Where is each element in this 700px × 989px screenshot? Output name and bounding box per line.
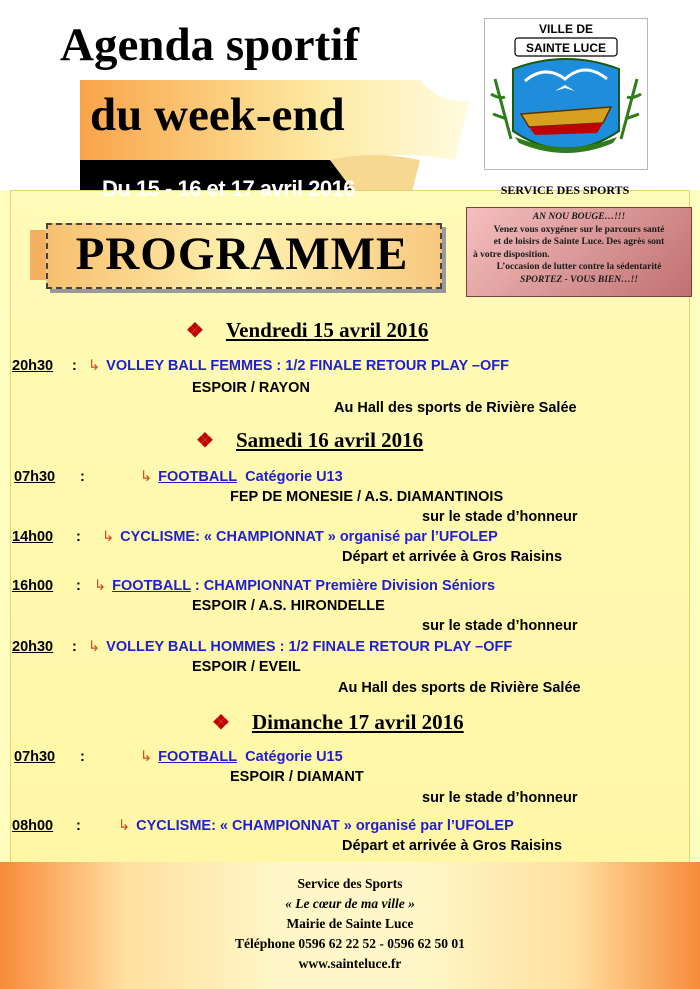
hooked-arrow-icon: ↳	[140, 749, 153, 765]
event-match: ESPOIR / DIAMANT	[230, 769, 364, 785]
event-sport: ↳ VOLLEY BALL HOMMES : 1/2 FINALE RETOUR PLAY –OFF	[88, 639, 513, 655]
title-line1: Agenda sportif	[60, 19, 359, 71]
message-line: Venez vous oxygéner sur le parcours santé	[493, 224, 665, 235]
message-line: SPORTEZ - VOUS BIEN…!!	[520, 274, 638, 285]
hooked-arrow-icon: ↳	[140, 469, 153, 485]
event-time: 14h00	[12, 529, 54, 545]
event-venue: sur le stade d’honneur	[422, 509, 578, 525]
sport-link[interactable]: FOOTBALL	[158, 749, 238, 765]
logo-line2: SAINTE LUCE	[525, 41, 607, 55]
hooked-arrow-icon: ↳	[88, 639, 101, 655]
message-line: et de loisirs de Sainte Luce. Des agrès sont	[493, 237, 665, 247]
message-box	[466, 207, 692, 297]
diamond-icon: ❖	[212, 712, 230, 734]
footer-phone: Téléphone 0596 62 22 52 - 0596 62 50 01	[235, 936, 465, 951]
event-venue: sur le stade d’honneur	[422, 618, 578, 634]
event-sport: ↳ CYCLISME: « CHAMPIONNAT » organisé par l’UFOLEP	[118, 818, 514, 834]
diamond-icon: ❖	[186, 320, 204, 342]
hooked-arrow-icon: ↳	[94, 578, 107, 594]
event-venue: Au Hall des sports de Rivière Salée	[338, 680, 581, 696]
event-sport: ↳ CYCLISME: « CHAMPIONNAT » organisé par l’UFOLEP	[102, 529, 498, 545]
day-heading-saturday: ❖ Samedi 16 avril 2016	[196, 428, 424, 452]
event-sport: ↳ FOOTBALL Catégorie U13	[140, 469, 343, 485]
event-match: FEP DE MONESIE / A.S. DIAMANTINOIS	[230, 489, 504, 505]
sport-link[interactable]: FOOTBALL	[158, 469, 238, 485]
event-match: ESPOIR / EVEIL	[192, 659, 301, 675]
city-logo-graphic	[485, 19, 647, 169]
message-line: à votre disposition.	[473, 249, 550, 260]
footer-contact	[0, 874, 700, 974]
event-time: 20h30	[12, 639, 54, 655]
poster: Agenda sportif du week-end Du 15 - 16 et 17 avril 2016 VILLE DE SAINTE LUCE SERVICE DES SPORTS PROGRAMME AN NOU BOUGE…!!! Venez vous oxygéner sur le parcours santé et de loisirs de Sainte Luce. Des agrès sont à votre disposition. L’occasion de lutter contre la sédentarité SPORTEZ - VOUS BIEN…!! ❖ Vendredi 15 avril 2016 20h30 : ↳ VOLLEY BALL FEMMES : 1/2 FINALE RETOUR PLAY –OFF ESPOIR / RAYON Au Hall des sports de Rivière Salée ❖ Samedi 16 avril 2016 07h30 : ↳ FOOTBALL Catégorie U13 FEP DE MONESIE / A.S. DIAMANTINOIS sur le stade d’honneur 14h00 : ↳ CYCLISME: « CHAMPIONNAT » organisé par l’UFOLEP Départ et arrivée à Gros Raisins 16h00 : ↳ FOOTBALL : CHAMPIONNAT Première Division Séniors ESPOIR / A.S. HIRONDELLE sur le stade d’honneur 20h30 : ↳ VOLLEY BALL HOMMES : 1/2 FINALE RETOUR PLAY –OFF ESPOIR / EVEIL Au Hall des sports de Rivière Salée ❖ Dimanche 17 avril 2016 07h30 : ↳ FOOTBALL Catégorie U15 ESPOIR / DIAMANT sur le stade d’honneur 08h00 : ↳ CYCLISME: « CHAMPIONNAT » organisé par l’UFOLEP Départ et arrivée à Gros Raisins Service des Sports « Le cœur de ma ville » Mairie de Sainte Luce Téléphone 0596 62 22 52 - 0596 62 50 01 www.sainteluce.fr	[0, 0, 700, 989]
title-line2: du week-end	[90, 89, 345, 141]
event-sport: ↳ FOOTBALL Catégorie U15	[140, 749, 343, 765]
sport-link[interactable]: FOOTBALL	[112, 578, 191, 594]
day-heading-sunday: ❖ Dimanche 17 avril 2016	[212, 710, 464, 734]
event-venue: Au Hall des sports de Rivière Salée	[334, 400, 577, 416]
event-venue: sur le stade d’honneur	[422, 790, 578, 806]
logo-line1: VILLE DE	[538, 22, 594, 36]
programme-label: PROGRAMME	[75, 228, 409, 280]
city-logo	[484, 18, 648, 170]
event-time: 07h30	[14, 749, 56, 765]
day-heading-friday: ❖ Vendredi 15 avril 2016	[186, 318, 429, 342]
date-range: Du 15 - 16 et 17 avril 2016	[102, 176, 356, 201]
event-match: ESPOIR / A.S. HIRONDELLE	[192, 598, 385, 614]
footer-line: Service des Sports	[297, 876, 403, 891]
event-time: 07h30	[14, 469, 56, 485]
footer-website[interactable]: www.sainteluce.fr	[298, 956, 402, 971]
diamond-icon: ❖	[196, 430, 214, 452]
hooked-arrow-icon: ↳	[102, 529, 115, 545]
message-line: L’occasion de lutter contre la sédentarité	[496, 262, 662, 272]
event-venue: Départ et arrivée à Gros Raisins	[342, 838, 563, 854]
event-time: 16h00	[12, 578, 54, 594]
event-venue: Départ et arrivée à Gros Raisins	[342, 549, 563, 565]
hooked-arrow-icon: ↳	[118, 818, 131, 834]
event-sport: ↳ VOLLEY BALL FEMMES : 1/2 FINALE RETOUR PLAY –OFF	[88, 358, 509, 374]
service-label: SERVICE DES SPORTS	[500, 183, 630, 197]
event-sport: ↳ FOOTBALL : CHAMPIONNAT Première Division Séniors	[94, 578, 496, 594]
event-time: 08h00	[12, 818, 54, 834]
message-line: AN NOU BOUGE…!!!	[532, 212, 626, 222]
footer-slogan: « Le cœur de ma ville »	[285, 896, 415, 911]
event-match: ESPOIR / RAYON	[192, 380, 310, 396]
footer-line: Mairie de Sainte Luce	[286, 916, 414, 931]
hooked-arrow-icon: ↳	[88, 358, 101, 374]
event-time: 20h30	[12, 358, 54, 374]
